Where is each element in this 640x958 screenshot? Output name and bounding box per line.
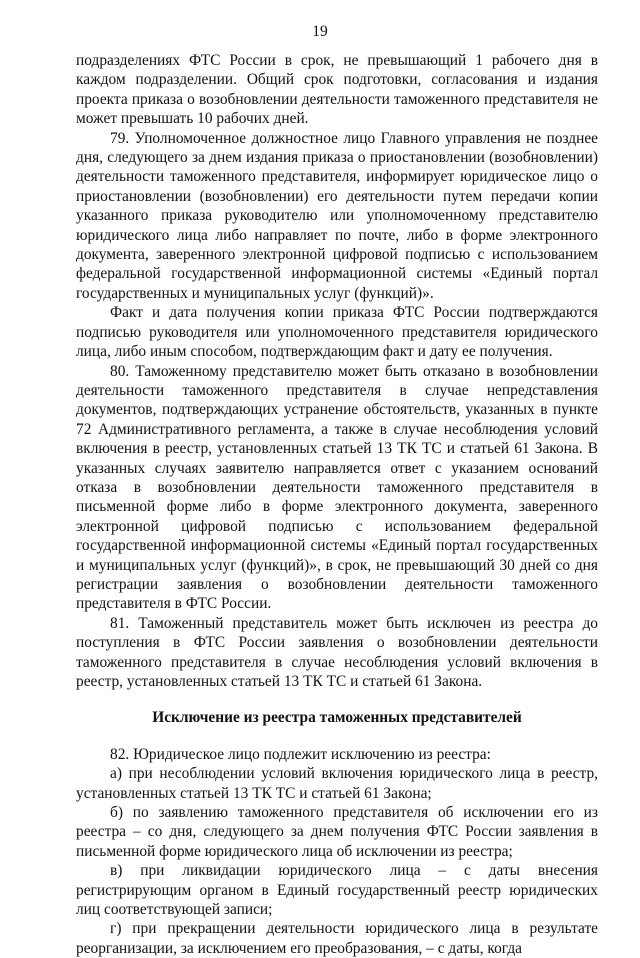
section-heading: Исключение из реестра таможенных представителей bbox=[152, 709, 522, 727]
document-body bbox=[76, 51, 598, 958]
paragraph-order-receipt: Факт и дата получения копии приказа ФТС России подтверждаются подписью руководителя или уполномоченного представителя юридического лица, либо иным способом, подтверждающим факт и дату ее получения. bbox=[76, 304, 598, 361]
page-number: 19 bbox=[312, 23, 328, 40]
paragraph-81: 81. Таможенный представитель может быть исключен из реестра до поступления в ФТС России заявления о возобновлении деятельности таможенного представителя в случае несоблюдения условий включения в реестр, установленных статьей 13 ТК ТС и статьей 61 Закона. bbox=[76, 614, 598, 690]
list-item-b: б) по заявлению таможенного представителя об исключении его из реестра – со дня, следующего за днем получения ФТС России заявления в письменной форме юридического лица об исключении из реестра; bbox=[76, 804, 598, 860]
list-item-g: г) при прекращении деятельности юридического лица в результате реорганизации, за исключением его преобразования, – с даты, когда bbox=[76, 920, 598, 957]
list-item-a: а) при несоблюдении условий включения юридического лица в реестр, установленных статьей 13 ТК ТС и статьей 61 Закона; bbox=[76, 765, 598, 802]
paragraph-continuation: подразделениях ФТС России в срок, не превышающий 1 рабочего дня в каждом подразделении. Общий срок подготовки, согласования и издания проекта приказа о возобновлении деятельности таможенного представителя не может превышать 10 рабочих дней. bbox=[76, 52, 598, 128]
paragraph-82: 82. Юридическое лицо подлежит исключению из реестра: bbox=[110, 745, 491, 763]
paragraph-79: 79. Уполномоченное должностное лицо Главного управления не позднее дня, следующего за днем издания приказа о приостановлении (возобновлении) деятельности таможенного представителя, информирует юридическое лицо о приостановлении (возобновлении) его деятельности путем передачи копии указанного приказа руководителю или уполномоченному представителю юридического лица либо направляет по почте, либо в форме электронного документа, заверенного электронной цифровой подписью с использованием федеральной государственной информационной системы «Единый портал государственных и муниципальных услуг (функций)». bbox=[76, 129, 598, 302]
paragraph-80: 80. Таможенному представителю может быть отказано в возобновлении деятельности таможенного представителя в случае непредставления документов, подтверждающих устранение обстоятельств, указанных в пункте 72 Административного регламента, а также в случае несоблюдения условий включения в реестр, установленных статьей 13 ТК ТС и статьей 61 Закона. В указанных случаях заявителю направляется ответ с указанием оснований отказа в возобновлении деятельности таможенного представителя в письменной форме либо в форме электронного документа, заверенного электронной цифровой подписью с использованием федеральной государственной информационной системы «Единый портал государственных и муниципальных услуг (функций)», в срок, не превышающий 30 дней со дня регистрации заявления о возобновлении деятельности таможенного представителя в ФТС России. bbox=[76, 362, 598, 613]
list-item-v: в) при ликвидации юридического лица – с даты внесения регистрирующим органом в Единый государственный реестр юридических лиц соответствующей записи; bbox=[76, 862, 598, 919]
